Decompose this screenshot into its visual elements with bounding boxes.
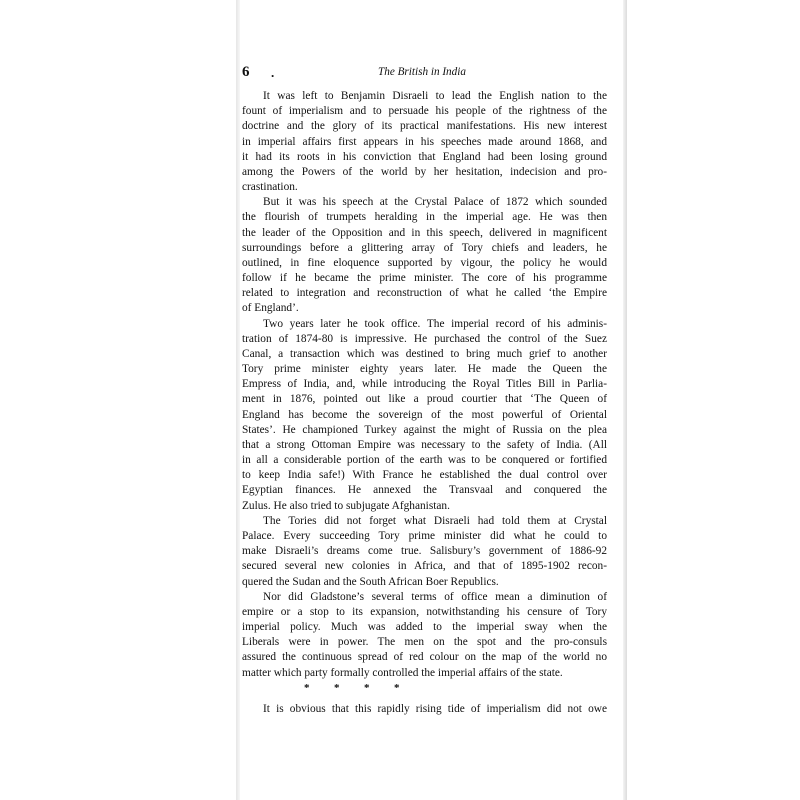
page-edge-shadow	[623, 0, 627, 800]
text-line: Two years later he took office. The imperial record of his adminis-	[263, 317, 607, 330]
text-line: But it was his speech at the Crystal Palace of 1872 which sounded	[263, 196, 607, 209]
text-line: follow if he became the prime minister. The core of his programme	[242, 272, 607, 285]
text-line: related to integration and reconstruction of what he called ‘the Empire	[242, 287, 607, 300]
page-gutter-shadow	[236, 0, 240, 800]
separator-asterisk: *	[304, 681, 310, 694]
text-line: It was left to Benjamin Disraeli to lead the English nation to the	[263, 90, 607, 102]
text-line: The Tories did not forget what Disraeli had told them at Crystal	[263, 514, 607, 527]
text-line: among the Powers of the world by her hesitation, indecision and pro-	[242, 165, 607, 178]
separator-asterisk: *	[364, 681, 370, 694]
text-line: secured several new colonies in Africa, and that of 1895-1902 recon-	[242, 560, 607, 573]
text-line: of England’.	[242, 302, 299, 315]
text-line: matter which party formally controlled the imperial affairs of the state.	[242, 666, 563, 679]
text-line: that a strong Ottoman Empire was necessary to the safety of India. (All	[242, 438, 607, 451]
text-line: to keep India safe!) With France he established the dual control over	[242, 469, 607, 482]
text-line: ment in 1876, pointed out like a proud courtier that ‘The Queen of	[242, 393, 607, 406]
text-line: States’. He championed Turkey against the might of Russia on the plea	[242, 423, 607, 436]
text-line: It is obvious that this rapidly rising tide of imperialism did not owe	[263, 702, 607, 715]
running-head: The British in India	[378, 66, 466, 78]
text-line: the leader of the Opposition and in this speech, delivered in magnificent	[242, 226, 607, 239]
text-line: in all a considerable portion of the earth was to be conquered or fortified	[242, 454, 607, 467]
text-line: assured the continuous spread of red colour on the map of the world no	[242, 651, 607, 664]
text-line: in imperial affairs first appears in his speeches made around 1868, and	[242, 135, 607, 148]
text-line: Palace. Every succeeding Tory prime minister did what he could to	[242, 529, 607, 542]
body-text	[242, 89, 607, 717]
text-line: imperial policy. Much was added to the imperial sway when the	[242, 621, 607, 634]
text-line: Tory prime minister eighty years later. He made the Queen the	[242, 363, 607, 376]
text-line: Liberals were in power. The men on the spot and the pro-consuls	[242, 636, 607, 649]
text-line: empire or a stop to its expansion, notwithstanding his censure of Tory	[242, 605, 607, 618]
text-line: quered the Sudan and the South African Boer Republics.	[242, 575, 499, 588]
text-line: the flourish of trumpets heralding in the imperial age. He was then	[242, 211, 607, 224]
text-line: Egyptian finances. He annexed the Transvaal and conquered the	[242, 484, 607, 497]
section-separator	[242, 681, 607, 696]
text-line: doctrine and the glory of its practical manifestations. His new interest	[242, 120, 607, 133]
text-line: Empress of India, and, while introducing the Royal Titles Bill in Parlia-	[242, 378, 607, 391]
separator-asterisk: *	[394, 681, 400, 694]
text-line: Canal, a transaction which was destined to bring much grief to another	[242, 347, 607, 360]
text-line: it had its roots in his conviction that England had been losing ground	[242, 150, 607, 163]
text-line: tration of 1874-80 is impressive. He purchased the control of the Suez	[242, 332, 607, 345]
text-line: outlined, in fine eloquence supported by vigour, the policy he would	[242, 256, 607, 269]
text-line: surroundings before a glittering array of Tory chiefs and leaders, he	[242, 241, 607, 254]
text-line: England has become the sovereign of the most powerful of Oriental	[242, 408, 607, 421]
separator-asterisk: *	[334, 681, 340, 694]
text-line: Zulus. He also tried to subjugate Afghanistan.	[242, 499, 450, 512]
text-line: Nor did Gladstone’s several terms of office mean a diminution of	[263, 590, 607, 603]
text-line: crastination.	[242, 181, 298, 194]
page-number: 6	[242, 64, 250, 80]
page-header	[242, 64, 607, 84]
text-line: fount of imperialism and to persuade his people of the rightness of the	[242, 105, 607, 118]
page-number-dot: .	[271, 65, 275, 80]
text-line: make Disraeli’s dreams come true. Salisbury’s government of 1886-92	[242, 545, 607, 558]
